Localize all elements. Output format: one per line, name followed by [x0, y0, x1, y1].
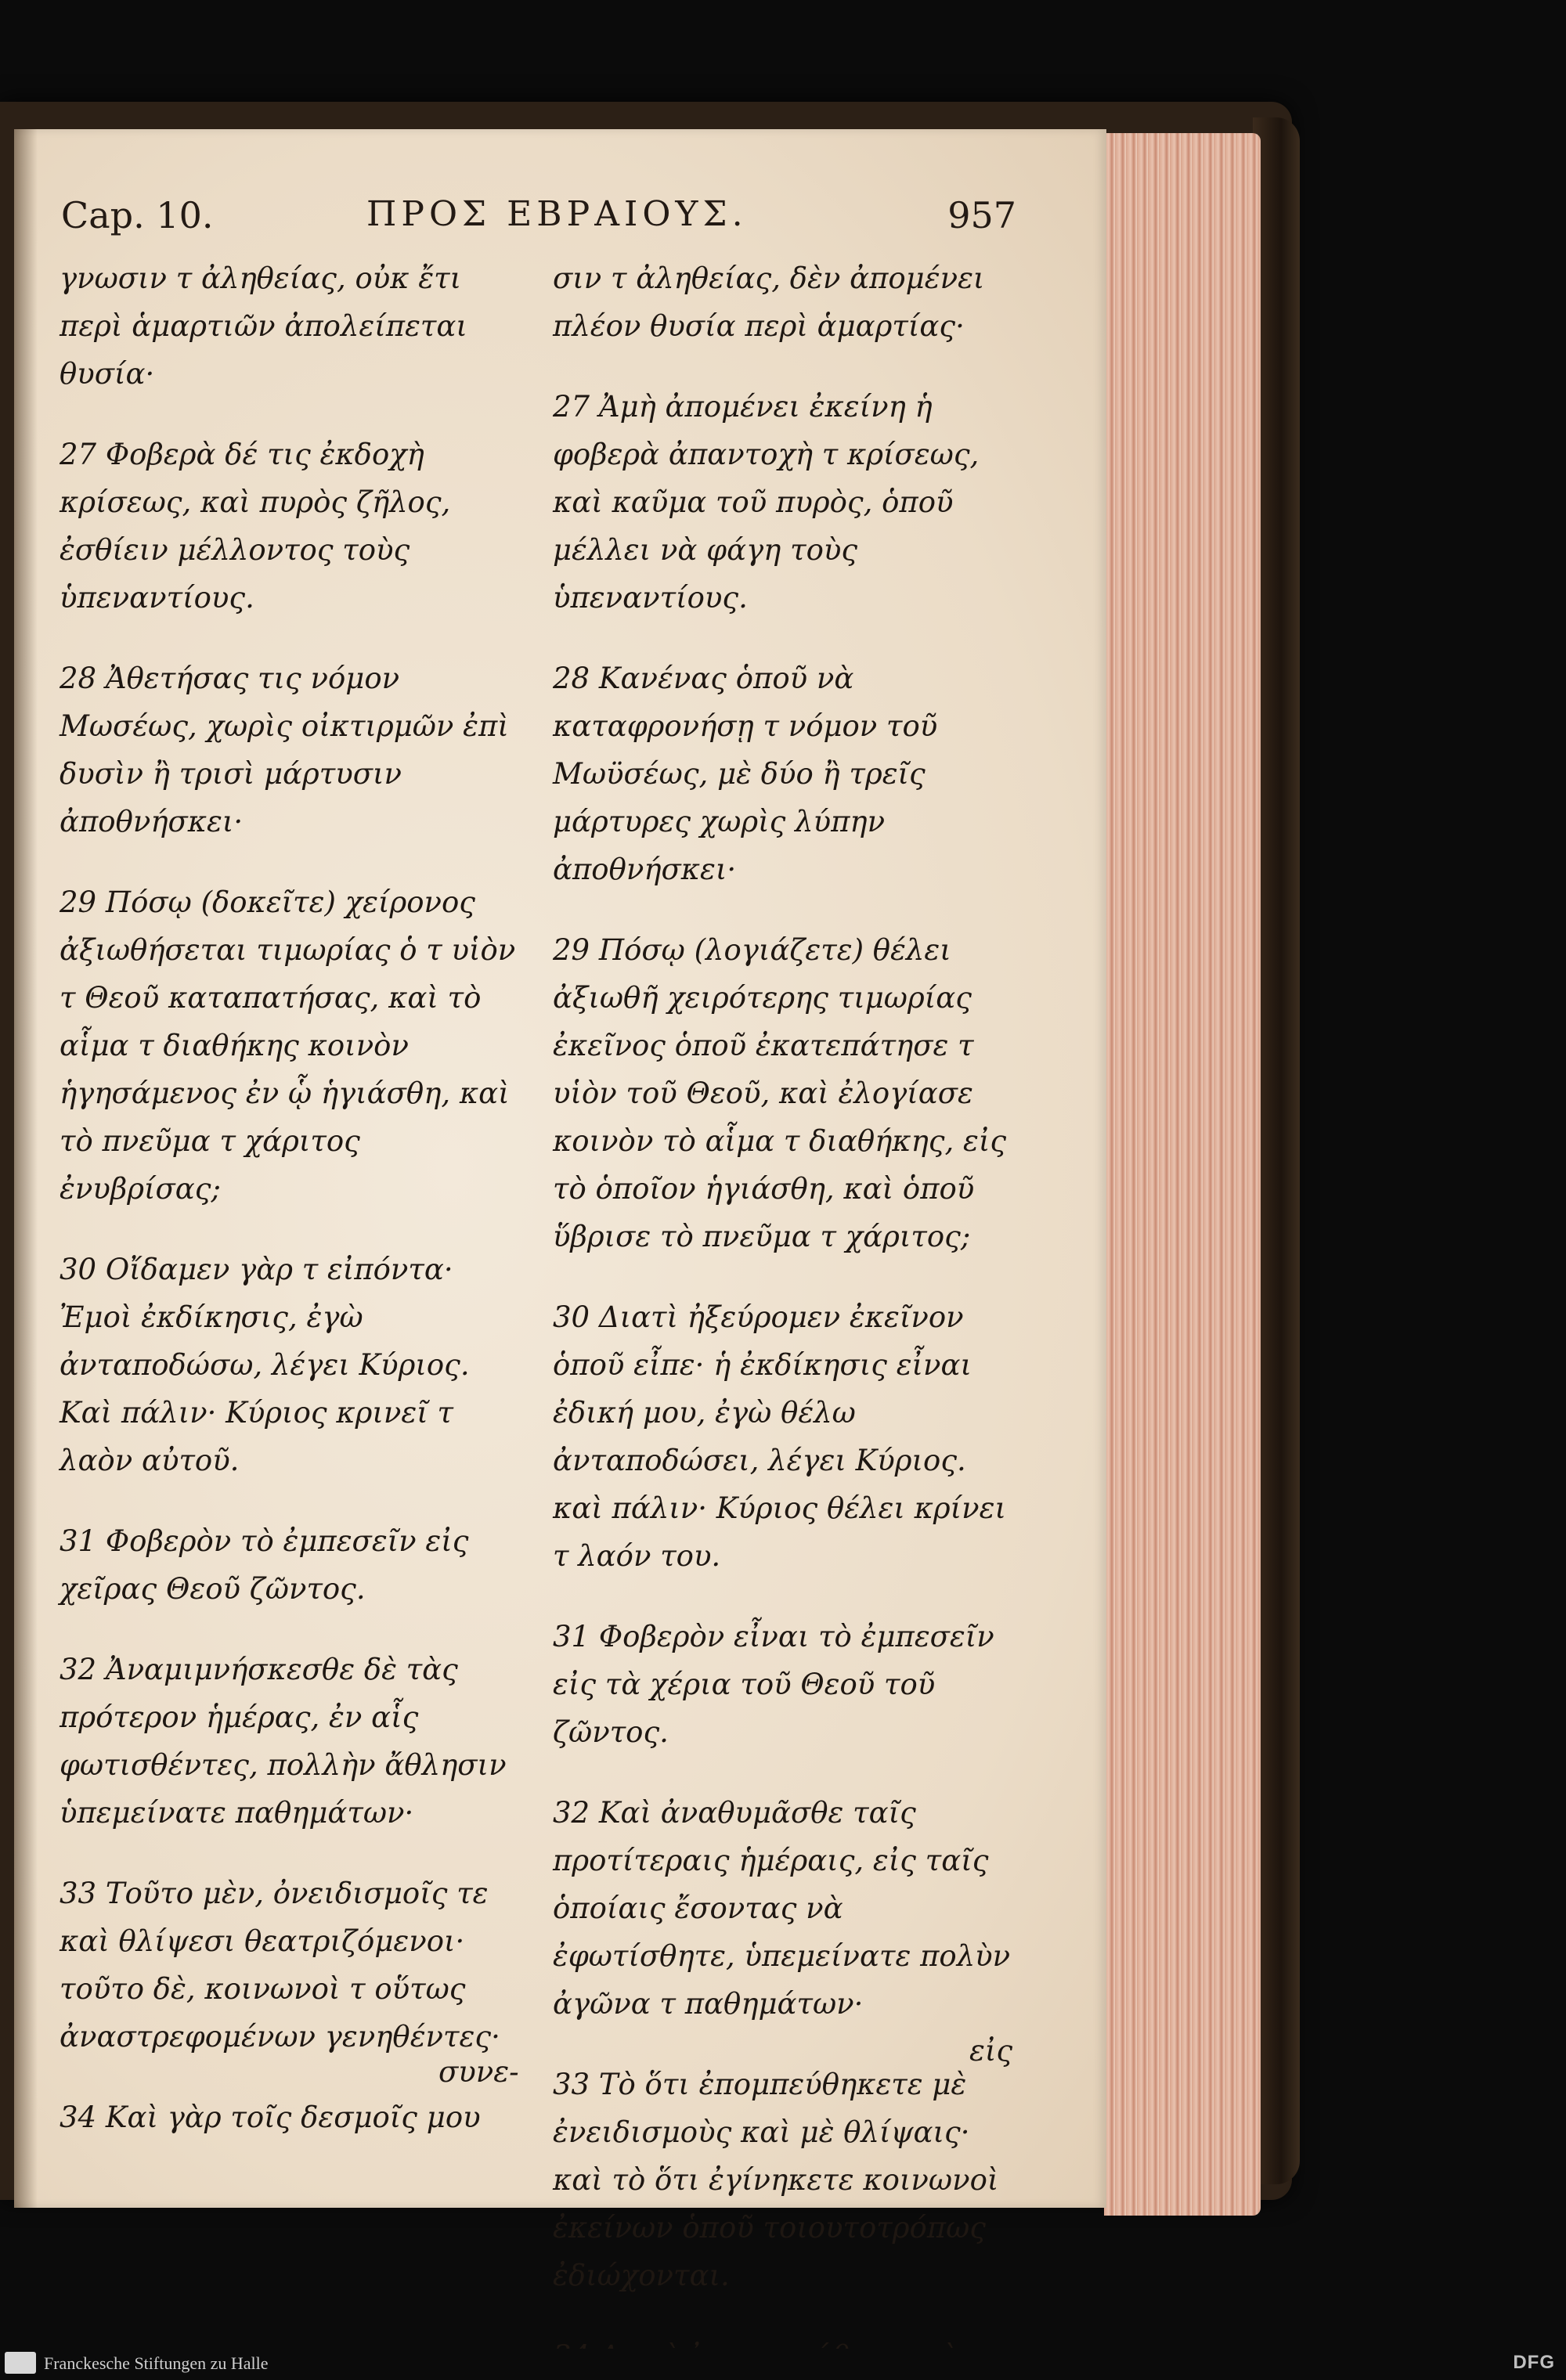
- page-number: 957: [947, 194, 1016, 236]
- verse-28: 28 Ἀθετήσας τις νόμον Μωσέως, χωρὶς οἰκτιρμῶν ἐπὶ δυσὶν ἢ τρισὶ μάρτυσιν ἀποθνήσκει·: [60, 662, 509, 838]
- verse-29: 29 Πόσῳ (δοκεῖτε) χείρονος ἀξιωθήσεται τιμωρίας ὁ τ υἱὸν τ Θεοῦ καταπατήσας, καὶ τὸ αἷμα τ διαθήκης κοινὸν ἡγησάμενος ἐν ᾧ ἡγιάσθη, καὶ τὸ πνεῦμα τ χάριτος ἐνυβρίσας;: [60, 885, 516, 1206]
- page-edges: [1104, 133, 1261, 2216]
- verse-30: 30 Οἴδαμεν γὰρ τ εἰπόντα· Ἐμοὶ ἐκδίκησις, ἐγὼ ἀνταποδώσω, λέγει Κύριος. Καὶ πάλιν· Κύριος κρινεῖ τ λαὸν αὐτοῦ.: [60, 1253, 470, 1477]
- verse-32: 32 Ἀναμιμνήσκεσθε δὲ τὰς πρότερον ἡμέρας, ἐν αἷς φωτισθέντες, πολλὴν ἄθλησιν ὑπεμείνατε παθημάτων·: [60, 1653, 507, 1830]
- catchword-right: εἰς: [969, 2034, 1013, 2068]
- verse-31: 31 Φοβερὸν εἶναι τὸ ἐμπεσεῖν εἰς τὰ χέρια τοῦ Θεοῦ τοῦ ζῶντος.: [553, 1620, 994, 1749]
- verse-34: 34 Καὶ γὰρ τοῖς δεσμοῖς μου: [60, 2101, 481, 2134]
- chapter-label: Cap. 10.: [61, 194, 214, 236]
- vernacular-column: [553, 254, 1023, 2380]
- running-title: ΠΡΟΣ ΕΒΡΑΙΟΥΣ.: [366, 194, 748, 234]
- running-header: [61, 194, 1016, 249]
- verse-27: 27 Ἀμὴ ἀπομένει ἐκείνη ἡ φοβερὰ ἀπαντοχὴ τ κρίσεως, καὶ καῦμα τοῦ πυρὸς, ὁποῦ μέλλει νὰ φάγη τοὺς ὑπεναντίους.: [553, 390, 980, 615]
- verse-26-end: σιν τ ἀληθείας, δὲν ἀπομένει πλέον θυσία περὶ ἁμαρτίας·: [553, 261, 985, 343]
- institution-logo-icon: [5, 2352, 36, 2374]
- viewer-footer: [0, 2349, 1566, 2377]
- verse-31: 31 Φοβερὸν τὸ ἐμπεσεῖν εἰς χεῖρας Θεοῦ ζῶντος.: [60, 1524, 469, 1606]
- verse-27: 27 Φοβερὰ δέ τις ἐκδοχὴ κρίσεως, καὶ πυρὸς ζῆλος, ἐσθίειν μέλλοντος τοὺς ὑπεναντίους.: [60, 438, 451, 615]
- verse-33: 33 Τοῦτο μὲν, ὀνειδισμοῖς τε καὶ θλίψεσι θεατριζόμενοι· τοῦτο δὲ, κοινωνοὶ τ οὕτως ἀναστρεφομένων γενηθέντες·: [60, 1877, 500, 2054]
- verse-33: 33 Τὸ ὅτι ἐπομπεύθηκετε μὲ ἐνειδισμοὺς καὶ μὲ θλίψαις· καὶ τὸ ὅτι ἐγίνηκετε κοινωνοὶ ἐκείνων ὁποῦ τοιουτοτρόπως ἐδιώχονται.: [553, 2068, 999, 2292]
- catchword-left: συνε-: [438, 2055, 519, 2089]
- greek-column: [60, 254, 521, 2141]
- gutter-shadow: [14, 129, 38, 2208]
- verse-32: 32 Καὶ ἀναθυμᾶσθε ταῖς προτίτεραις ἡμέραις, εἰς ταῖς ὁποίαις ἔσοντας νὰ ἐφωτίσθητε, ὑπεμείνατε πολὺν ἀγῶνα τ παθημάτων·: [553, 1796, 1011, 2021]
- institution-credit: Franckesche Stiftungen zu Halle: [44, 2353, 269, 2373]
- verse-30: 30 Διατὶ ἠξεύρομεν ἐκεῖνον ὁποῦ εἶπε· ἡ ἐκδίκησις εἶναι ἐδική μου, ἐγὼ θέλω ἀνταποδώσει, λέγει Κύριος. καὶ πάλιν· Κύριος θέλει κρίνει τ λαόν του.: [553, 1300, 1007, 1573]
- verse-29: 29 Πόσῳ (λογιάζετε) θέλει ἀξιωθῆ χειρότερης τιμωρίας ἐκεῖνος ὁποῦ ἐκατεπάτησε τ υἱὸν τοῦ Θεοῦ, καὶ ἐλογίασε κοινὸν τὸ αἷμα τ διαθήκης, εἰς τὸ ὁποῖον ἡγιάσθη, καὶ ὁποῦ ὕβρισε τὸ πνεῦμα τ χάριτος;: [553, 933, 1007, 1253]
- verse-26-end: γνωσιν τ ἀληθείας, οὐκ ἔτι περὶ ἁμαρτιῶν ἀπολείπεται θυσία·: [60, 261, 467, 391]
- dfg-logo: DFG: [1513, 2352, 1555, 2373]
- verse-28: 28 Κανένας ὁποῦ νὰ καταφρονήσῃ τ νόμον τοῦ Μωϋσέως, μὲ δύο ἢ τρεῖς μάρτυρες χωρὶς λύπην ἀποθνήσκει·: [553, 662, 938, 886]
